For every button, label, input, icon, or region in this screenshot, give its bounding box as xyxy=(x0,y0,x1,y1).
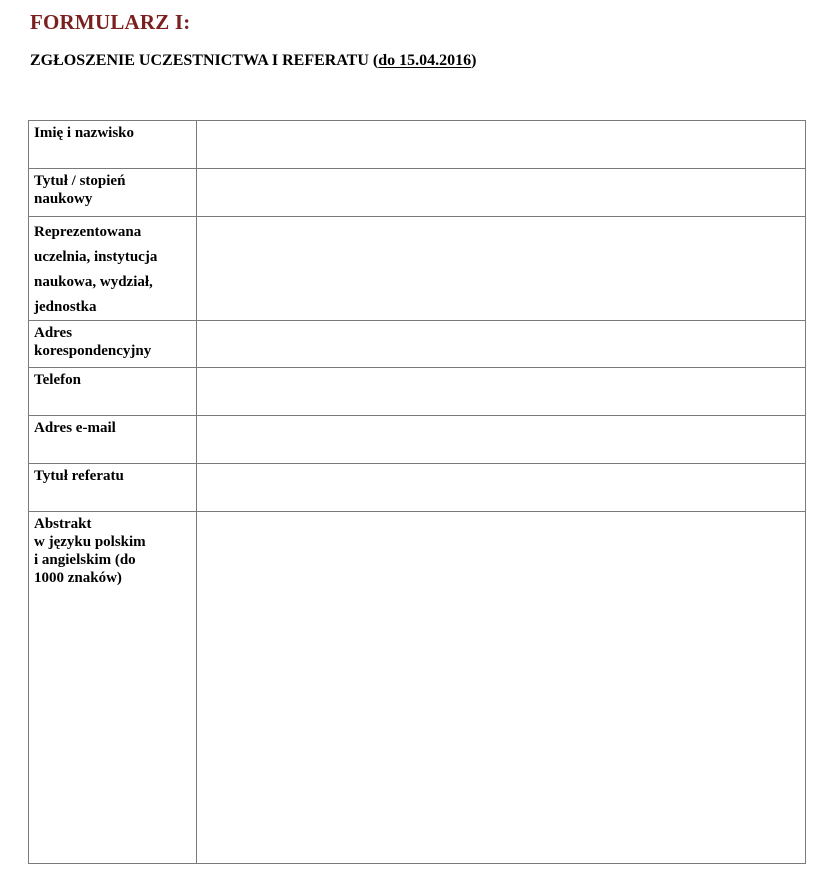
label-institution: Reprezentowana uczelnia, instytucja naukowa, wydział, jednostka xyxy=(34,224,158,315)
form-row-institution xyxy=(29,217,806,321)
label-address: Adres korespondencyjny xyxy=(34,325,152,359)
label-cell-address xyxy=(29,321,197,368)
field-email[interactable] xyxy=(197,416,806,464)
label-abstract: Abstrakt w języku polskim i angielskim (do 1000 znaków) xyxy=(34,516,146,586)
field-phone[interactable] xyxy=(197,368,806,416)
label-cell-name xyxy=(29,121,197,169)
field-paper-title[interactable] xyxy=(197,464,806,512)
label-cell-abstract xyxy=(29,512,197,864)
label-cell-paper-title xyxy=(29,464,197,512)
subtitle-close: ) xyxy=(471,52,477,69)
label-name: Imię i nazwisko xyxy=(34,125,135,141)
form-title: FORMULARZ I: xyxy=(30,10,191,34)
form-row-degree xyxy=(29,169,806,217)
form-subtitle xyxy=(30,52,476,70)
label-paper-title: Tytuł referatu xyxy=(34,468,124,484)
label-degree: Tytuł / stopień naukowy xyxy=(34,173,126,207)
label-cell-degree xyxy=(29,169,197,217)
registration-form-table xyxy=(28,120,806,864)
field-institution[interactable] xyxy=(197,217,806,321)
subtitle-main: ZGŁOSZENIE UCZESTNICTWA I REFERATU ( xyxy=(30,52,379,69)
field-degree[interactable] xyxy=(197,169,806,217)
label-email: Adres e-mail xyxy=(34,420,116,436)
label-cell-institution xyxy=(29,217,197,321)
field-name[interactable] xyxy=(197,121,806,169)
form-row-abstract xyxy=(29,512,806,864)
label-cell-phone xyxy=(29,368,197,416)
label-phone: Telefon xyxy=(34,372,81,388)
form-row-name xyxy=(29,121,806,169)
label-cell-email xyxy=(29,416,197,464)
form-row-paper-title xyxy=(29,464,806,512)
subtitle-deadline: do 15.04.2016 xyxy=(378,52,472,69)
form-row-phone xyxy=(29,368,806,416)
form-row-email xyxy=(29,416,806,464)
field-abstract[interactable] xyxy=(197,512,806,864)
form-row-address xyxy=(29,321,806,368)
field-address[interactable] xyxy=(197,321,806,368)
